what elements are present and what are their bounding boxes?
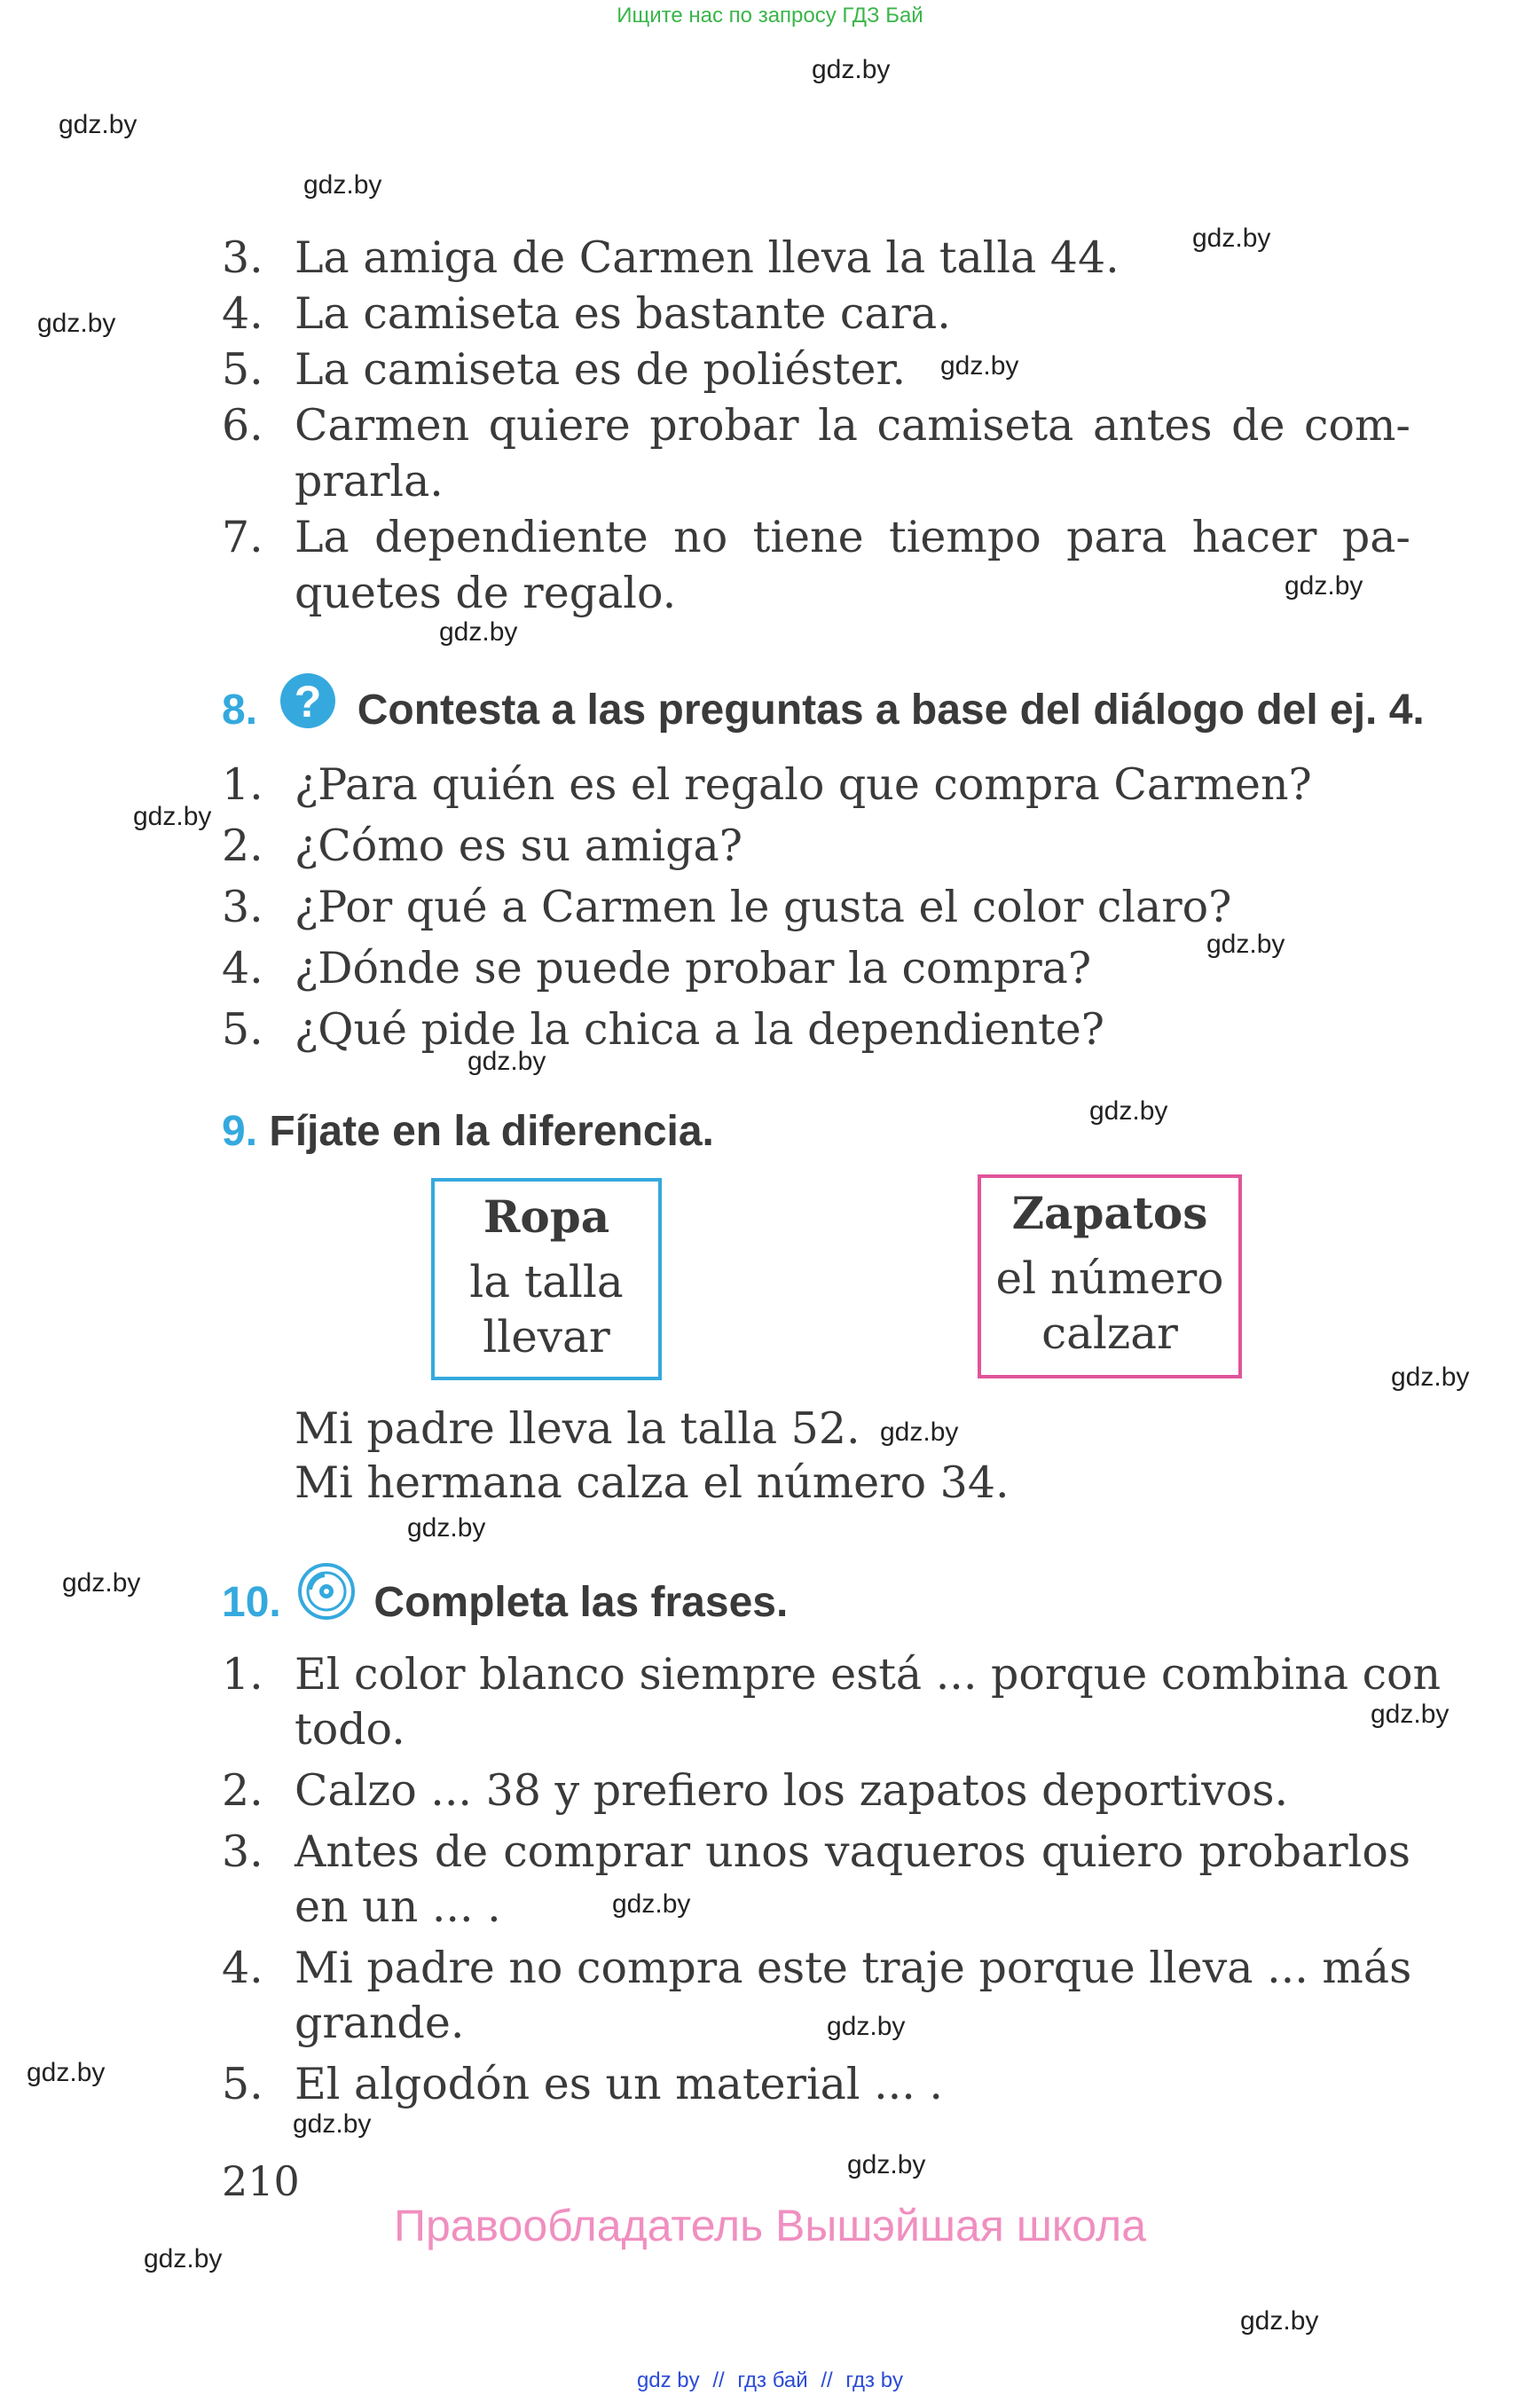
watermark: gdz.by bbox=[812, 55, 891, 84]
watermark: gdz.by bbox=[847, 2150, 926, 2179]
watermark: gdz.by bbox=[1285, 571, 1363, 601]
page-number: 210 bbox=[222, 2157, 300, 2205]
watermark: gdz.by bbox=[827, 2012, 906, 2041]
example-sentence: Mi padre lleva la talla 52. bbox=[295, 1403, 860, 1454]
watermark: gdz.by bbox=[439, 617, 518, 647]
watermark: gdz.by bbox=[1240, 2306, 1319, 2336]
watermark: gdz.by bbox=[1371, 1700, 1450, 1729]
footer-separator: // bbox=[821, 2368, 833, 2392]
box-title: Ropa bbox=[483, 1190, 610, 1243]
watermark: gdz.by bbox=[1391, 1362, 1470, 1392]
audio-disc-icon bbox=[298, 1563, 355, 1630]
watermark: gdz.by bbox=[144, 2244, 223, 2273]
exercise-number: 10. bbox=[222, 1579, 281, 1626]
watermark: gdz.by bbox=[612, 1889, 691, 1919]
ropa-box bbox=[431, 1178, 662, 1380]
watermark: gdz.by bbox=[880, 1417, 959, 1447]
watermark: gdz.by bbox=[62, 1568, 141, 1598]
footer-link[interactable]: gdz by bbox=[636, 2368, 700, 2392]
exercise-8-heading bbox=[222, 672, 1425, 740]
exercise-title: Contesta a las preguntas a base del diálogo del ej. 4. bbox=[357, 687, 1425, 734]
copyright-note: Правообладатель Вышэйшая школа bbox=[394, 2201, 1146, 2250]
exercise-title: Completa las frases. bbox=[373, 1579, 789, 1626]
exercise-title: Fíjate en la diferencia. bbox=[269, 1108, 714, 1155]
exercise-9-heading bbox=[222, 1107, 714, 1156]
box-line: el número bbox=[995, 1253, 1224, 1304]
box-line: calzar bbox=[1041, 1308, 1178, 1359]
exercise-10-heading bbox=[222, 1563, 788, 1630]
footer-link[interactable]: гдз by bbox=[845, 2368, 904, 2392]
box-title: Zapatos bbox=[1011, 1187, 1208, 1239]
watermark: gdz.by bbox=[293, 2109, 372, 2139]
watermark: gdz.by bbox=[1206, 930, 1285, 959]
watermark: gdz.by bbox=[407, 1513, 486, 1543]
watermark: gdz.by bbox=[468, 1047, 546, 1076]
footer-link[interactable]: гдз бай bbox=[737, 2368, 808, 2392]
watermark: gdz.by bbox=[59, 110, 138, 139]
watermark: gdz.by bbox=[940, 351, 1019, 381]
watermark: gdz.by bbox=[27, 2058, 106, 2087]
footer-links bbox=[0, 2368, 1540, 2393]
watermark: gdz.by bbox=[133, 802, 212, 831]
svg-text:?: ? bbox=[295, 677, 322, 726]
box-line: llevar bbox=[483, 1311, 610, 1362]
zapatos-box bbox=[978, 1174, 1242, 1378]
exercise-number: 8. bbox=[222, 687, 258, 734]
exercise-number: 9. bbox=[222, 1108, 258, 1155]
example-sentence: Mi hermana calza el número 34. bbox=[295, 1457, 1010, 1508]
watermark: gdz.by bbox=[303, 170, 382, 200]
watermark: gdz.by bbox=[37, 309, 116, 338]
box-line: la talla bbox=[469, 1256, 624, 1308]
watermark: gdz.by bbox=[1089, 1096, 1168, 1126]
watermark: gdz.by bbox=[1192, 224, 1271, 253]
search-note: Ищите нас по запросу ГДЗ Бай bbox=[617, 4, 923, 27]
question-icon bbox=[279, 672, 336, 740]
footer-separator: // bbox=[712, 2368, 725, 2392]
